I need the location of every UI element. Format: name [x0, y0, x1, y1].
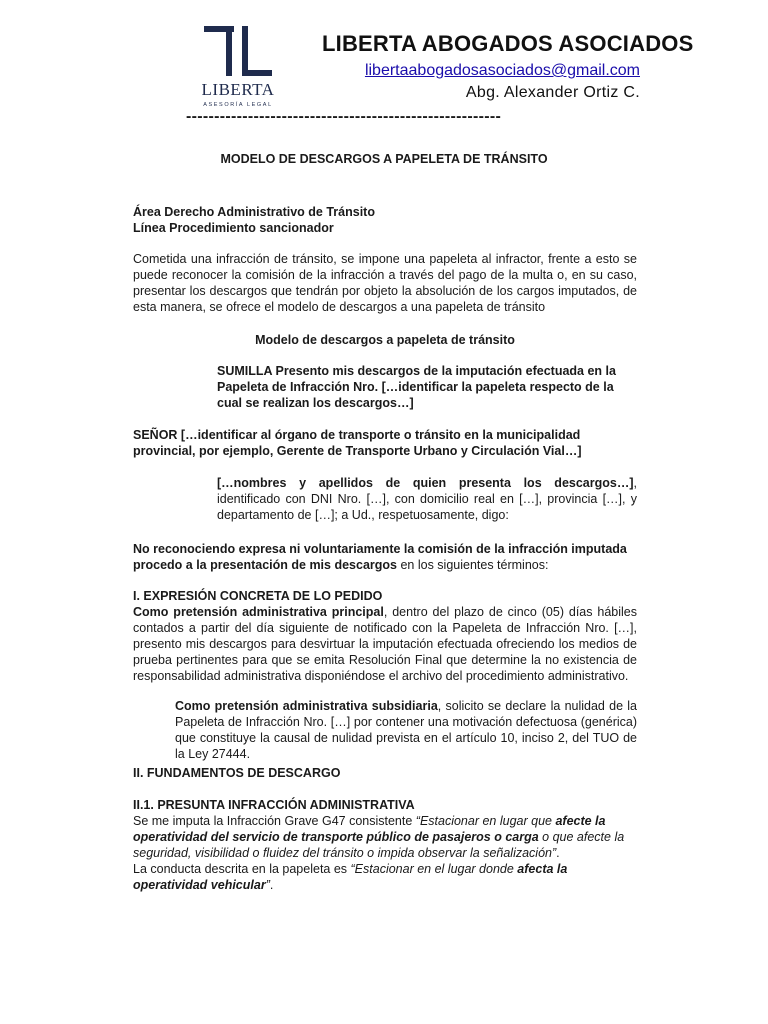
area-heading — [133, 204, 637, 236]
area-line-2: Línea Procedimiento sancionador — [133, 221, 334, 235]
section-1-title: I. EXPRESIÓN CONCRETA DE LO PEDIDO — [133, 589, 383, 603]
subsidiary-label: Como pretensión administrativa subsidiaria — [175, 699, 438, 713]
infraction-quote-bold: afecte la operatividad del servicio de transporte público de pasajeros o carga — [133, 814, 606, 844]
party-name-placeholder: […nombres y apellidos de quien presenta los descargos…] — [217, 476, 634, 490]
imputation-intro: Se me imputa la Infracción Grave G47 consistente — [133, 814, 416, 828]
document-title: MODELO DE DESCARGOS A PAPELETA DE TRÁNSITO — [220, 152, 548, 166]
principal-label: Como pretensión administrativa principal — [133, 605, 384, 619]
area-line-1: Área Derecho Administrativo de Tránsito — [133, 205, 375, 219]
party-details: , identificado con DNI Nro. […], con domicilio real en […], provincia […], y departamento de […]; a Ud., respetuosamente, digo: — [217, 476, 637, 522]
section-2-title: II. FUNDAMENTOS DE DESCARGO — [133, 766, 341, 780]
section-2-1-body — [133, 813, 637, 893]
logo-tagline: ASESORÍA LEGAL — [203, 102, 273, 108]
firm-email-link[interactable]: libertaabogadosasociados@gmail.com — [364, 62, 640, 79]
non-recognition-rest: en los siguientes términos: — [396, 558, 549, 572]
senor-paragraph: SEÑOR […identificar al órgano de transporte o tránsito en la municipalidad provincial, por ejemplo, Gerente de Transporte Urbano y Circulación Vial…] — [133, 428, 582, 458]
principal-text: , dentro del plazo de cinco (05) días hábiles contados a partir del día siguiente de notificado con la Papeleta de Infracción Nro. […], presento mis descargos para desvirtuar la imputación efectuada ofreciendo los medios de prueba pertinentes para que se emita Resolución Final que determine la no existencia de responsabilidad administrativa disponiéndose el archivo del procedimiento administrativo. — [133, 605, 637, 683]
conduct-quote-start: “Estacionar en el lugar donde — [350, 862, 518, 876]
sumilla-paragraph: SUMILLA Presento mis descargos de la imputación efectuada en la Papeleta de Infracción Nro. […identificar la papeleta respecto de la cual se realizan los descargos…] — [217, 364, 616, 410]
conduct-quote-bold: afecta la operatividad vehicular — [133, 862, 568, 892]
period-2: . — [269, 878, 274, 892]
section-2-1-title: II.1. PRESUNTA INFRACCIÓN ADMINISTRATIVA — [133, 798, 415, 812]
section-1-subsidiary — [175, 698, 637, 762]
infraction-quote-start: “Estacionar en lugar que — [415, 814, 556, 828]
conduct-intro: La conducta descrita en la papeleta es — [133, 862, 351, 876]
lawyer-name: Abg. Alexander Ortiz C. — [465, 84, 640, 101]
model-title: Modelo de descargos a papeleta de tránsito — [255, 333, 515, 347]
header-separator: -------------------------------------------------------- — [186, 108, 502, 125]
infraction-quote-end: o que afecte la seguridad, visibilidad o fluidez del tránsito o impida observar la señalización” — [133, 830, 625, 860]
non-recognition-bold: No reconociendo expresa ni voluntariamente la comisión de la infracción imputada procedo a la presentación de mis descargos — [133, 542, 627, 572]
non-recognition-paragraph — [133, 541, 637, 573]
period-1: . — [556, 846, 560, 860]
firm-logo — [196, 24, 280, 112]
conduct-quote-end: ” — [265, 878, 270, 892]
logo-wordmark: LIBERTA — [201, 80, 275, 99]
logo-mark-icon — [196, 24, 280, 80]
subsidiary-text: , solicito se declare la nulidad de la Papeleta de Infracción Nro. […] por contener una motivación defectuosa (genérica) que constituye la causal de nulidad prevista en el artículo 10, inciso 2, del TUO de la Ley 27444. — [175, 699, 637, 761]
section-1-principal — [133, 604, 637, 684]
firm-name: LIBERTA ABOGADOS ASOCIADOS — [322, 31, 694, 56]
intro-paragraph: Cometida una infracción de tránsito, se impone una papeleta al infractor, frente a esto se puede reconocer la comisión de la infracción a través del pago de la multa o, en su caso, presentar los descargos que tendrán por objeto la absolución de los cargos imputados, de esta manera, se ofrece el modelo de descargos a una papeleta de tránsito — [133, 252, 637, 314]
party-paragraph — [217, 475, 637, 523]
